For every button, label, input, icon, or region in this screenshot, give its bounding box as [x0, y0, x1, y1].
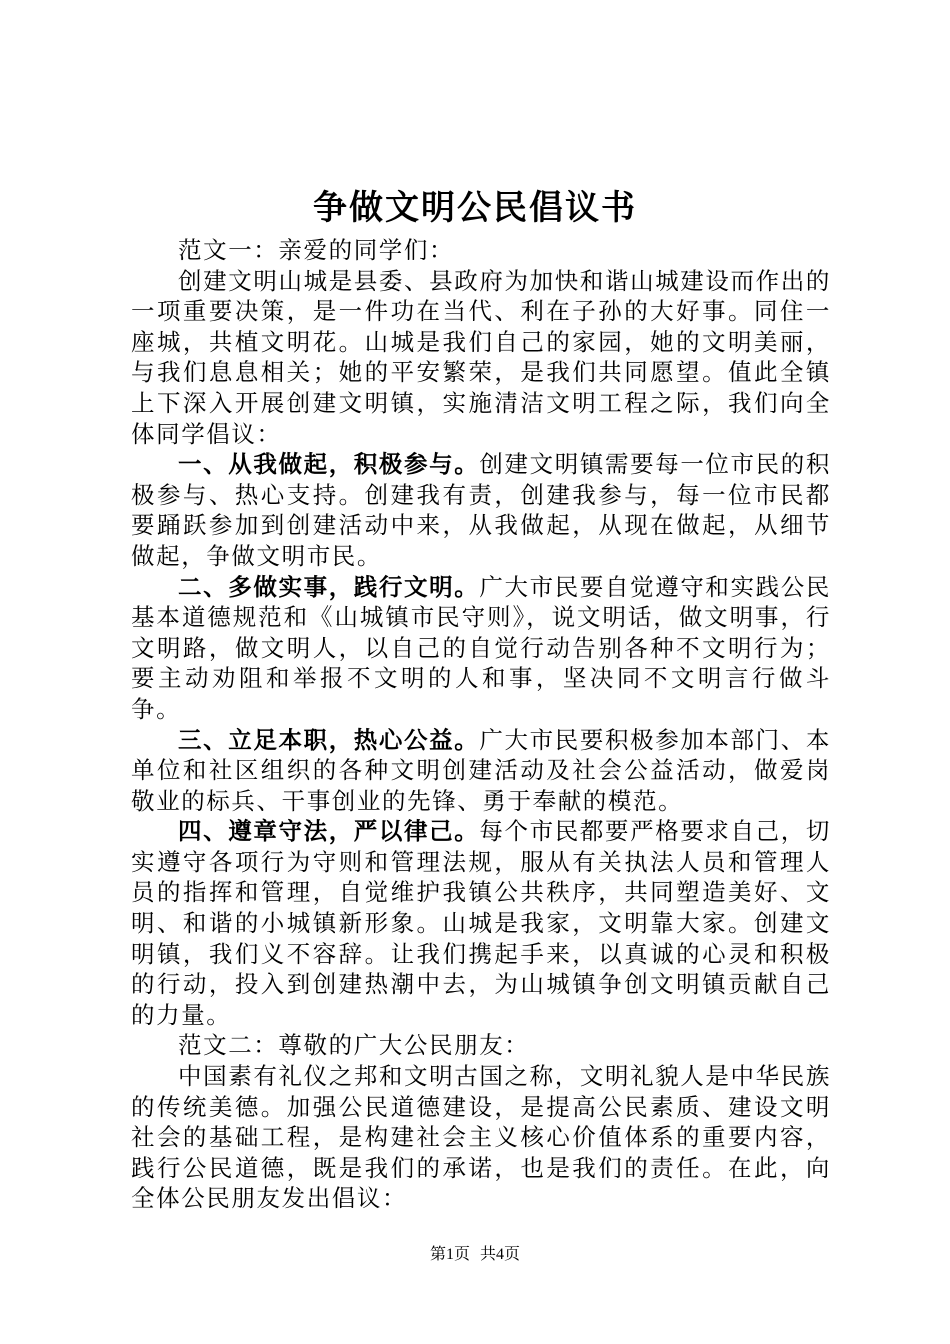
paragraph-text: 创建文明镇需要每一位市民的积极参与、热心支持。创建我有责，创建我参与，每一位市民都要踊跃参加到创建活动中来，从我做起，从现在做起，从细节做起，争做文明市民。	[131, 450, 831, 570]
paragraph-text: 范文二：尊敬的广大公民朋友：	[178, 1031, 530, 1060]
page-total: 共4页	[480, 1246, 521, 1263]
paragraph-text: 中国素有礼仪之邦和文明古国之称，文明礼貌人是中华民族的传统美德。加强公民道德建设，是提高公民素质、建设文明社会的基础工程，是构建社会主义核心价值体系的重要内容，践行公民道德，既是我们的承诺，也是我们的责任。在此，向全体公民朋友发出倡议：	[131, 1062, 831, 1213]
paragraph-text: 广大市民要积极参加本部门、本单位和社区组织的各种文明创建活动及社会公益活动，做爱岗敬业的标兵、干事创业的先锋、勇于奉献的模范。	[131, 725, 831, 815]
page-footer	[0, 1244, 950, 1266]
paragraph	[131, 235, 831, 266]
paragraph-text: 范文一：亲爱的同学们：	[178, 236, 455, 264]
document-body	[131, 235, 831, 1214]
paragraph-lead: 四、遵章守法，严以律己。	[178, 817, 480, 846]
page-number: 第1页	[429, 1246, 470, 1263]
paragraph	[131, 725, 831, 817]
paragraph	[131, 266, 831, 450]
paragraph	[131, 449, 831, 571]
paragraph-lead: 三、立足本职，热心公益。	[178, 725, 480, 754]
paragraph	[131, 572, 831, 725]
paragraph-lead: 二、多做实事，践行文明。	[178, 572, 480, 601]
paragraph-text: 创建文明山城是县委、县政府为加快和谐山城建设而作出的一项重要决策，是一件功在当代、利在子孙的大好事。同住一座城，共植文明花。山城是我们自己的家园，她的文明美丽，与我们息息相关；她的平安繁荣，是我们共同愿望。值此全镇上下深入开展创建文明镇，实施清洁文明工程之际，我们向全体同学倡议：	[131, 266, 831, 448]
paragraph	[131, 1061, 831, 1214]
document-title: 争做文明公民倡议书	[313, 188, 637, 228]
paragraph	[131, 1030, 831, 1061]
paragraph-text: 每个市民都要严格要求自己，切实遵守各项行为守则和管理法规，服从有关执法人员和管理人员的指挥和管理，自觉维护我镇公共秩序，共同塑造美好、文明、和谐的小城镇新形象。山城是我家，文明靠大家。创建文明镇，我们义不容辞。让我们携起手来，以真诚的心灵和积极的行动，投入到创建热潮中去，为山城镇争创文明镇贡献自己的力量。	[131, 817, 831, 1029]
paragraph-lead: 一、从我做起，积极参与。	[178, 450, 480, 479]
paragraph	[131, 816, 831, 1030]
paragraph-text: 广大市民要自觉遵守和实践公民基本道德规范和《山城镇市民守则》，说文明话，做文明事，行文明路，做文明人，以自己的自觉行动告别各种不文明行为；要主动劝阻和举报不文明的人和事，坚决同不文明言行做斗争。	[131, 572, 831, 723]
